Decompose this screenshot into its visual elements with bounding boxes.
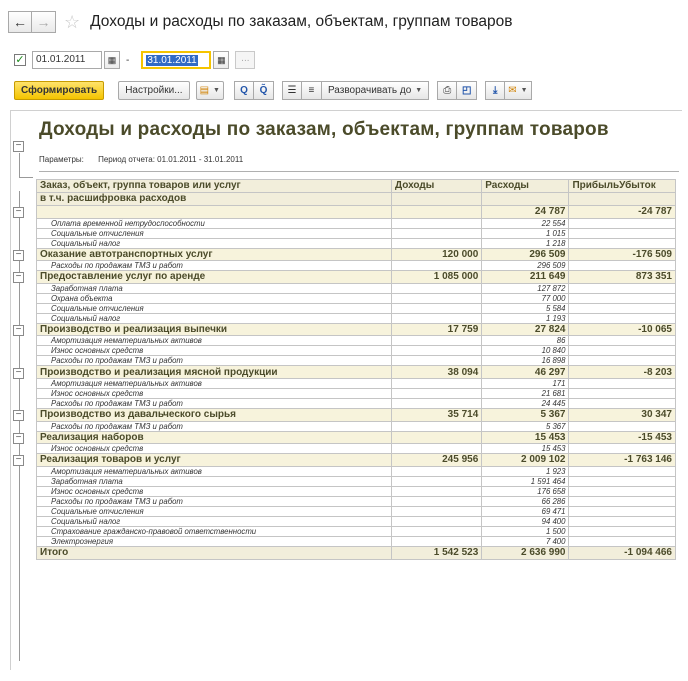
- cell-profit: 30 347: [569, 408, 676, 421]
- cell-income: 1 085 000: [392, 271, 482, 284]
- cell-name: Реализация наборов: [37, 431, 392, 444]
- group-row[interactable]: [37, 366, 676, 379]
- expand-groups-button[interactable]: [282, 81, 302, 100]
- collapse-group-toggle[interactable]: −: [13, 272, 24, 283]
- cell-profit: [569, 388, 676, 398]
- cell-profit: [569, 526, 676, 536]
- cell-name: Социальный налог: [37, 313, 392, 323]
- cell-income: [392, 388, 482, 398]
- cell-name: Расходы по продажам ТМЗ и работ: [37, 261, 392, 271]
- start-calendar-icon[interactable]: ▦: [104, 51, 120, 69]
- collapse-group-toggle[interactable]: −: [13, 250, 24, 261]
- cell-income: [392, 346, 482, 356]
- period-selector: [14, 50, 255, 70]
- variants-button[interactable]: [196, 81, 224, 100]
- collapse-list-icon: ≡: [308, 84, 315, 96]
- search-icon: Q: [240, 84, 248, 96]
- cell-income: [392, 356, 482, 366]
- cell-income: 35 714: [392, 408, 482, 421]
- cell-income: 1 542 523: [392, 546, 482, 559]
- cell-expense: 1 015: [482, 228, 569, 238]
- cell-profit: [569, 313, 676, 323]
- cell-profit: [569, 421, 676, 431]
- start-date-field[interactable]: [32, 51, 102, 69]
- cell-expense: 15 453: [482, 444, 569, 454]
- cell-profit: [569, 261, 676, 271]
- cell-profit: 873 351: [569, 271, 676, 284]
- cell-expense: 1 923: [482, 466, 569, 476]
- search-group: [234, 81, 274, 100]
- cell-name: Электроэнергия: [37, 536, 392, 546]
- settings-label: Настройки...: [125, 84, 183, 96]
- col-header-profit: ПрибыльУбыток: [569, 180, 676, 193]
- detail-row: [37, 476, 676, 486]
- collapse-group-toggle[interactable]: −: [13, 455, 24, 466]
- mail-icon: ✉: [508, 84, 517, 96]
- detail-row: [37, 466, 676, 476]
- group-row[interactable]: [37, 431, 676, 444]
- cell-expense: 66 286: [482, 496, 569, 506]
- printer-icon: ⎙: [443, 84, 452, 96]
- cell-income: [392, 206, 482, 219]
- preview-icon: ◰: [462, 84, 472, 96]
- preview-button[interactable]: [457, 81, 477, 100]
- period-choose-button[interactable]: ...: [235, 51, 255, 69]
- cell-income: [392, 398, 482, 408]
- expand-list-icon: ☰: [287, 84, 297, 96]
- detail-row: [37, 228, 676, 238]
- cell-name: Социальный налог: [37, 238, 392, 248]
- generate-button[interactable]: Сформировать: [14, 81, 104, 100]
- cell-income: [392, 506, 482, 516]
- cell-name: Амортизация нематериальных активов: [37, 336, 392, 346]
- cell-name: Износ основных средств: [37, 486, 392, 496]
- collapse-group-toggle[interactable]: −: [13, 368, 24, 379]
- cell-expense: 176 658: [482, 486, 569, 496]
- cell-expense: 24 445: [482, 398, 569, 408]
- cell-name: Социальные отчисления: [37, 228, 392, 238]
- search-next-icon: Q̃: [259, 84, 268, 96]
- cell-name: Заработная плата: [37, 476, 392, 486]
- cell-expense: 22 554: [482, 218, 569, 228]
- cell-profit: [569, 466, 676, 476]
- cell-name: Производство и реализация мясной продукции: [37, 366, 392, 379]
- collapse-group-toggle[interactable]: −: [13, 325, 24, 336]
- cell-income: [392, 421, 482, 431]
- chevron-down-icon: ▼: [520, 86, 528, 94]
- cell-profit: -10 065: [569, 323, 676, 336]
- cell-expense: 21 681: [482, 388, 569, 398]
- cell-expense: 86: [482, 336, 569, 346]
- cell-income: [392, 486, 482, 496]
- table-subheader-row: [37, 193, 676, 206]
- favorite-star-icon[interactable]: ☆: [64, 11, 81, 32]
- cell-profit: [569, 303, 676, 313]
- cell-profit: [569, 346, 676, 356]
- collapse-group-toggle[interactable]: −: [13, 433, 24, 444]
- cell-expense: 16 898: [482, 356, 569, 366]
- detail-row: [37, 313, 676, 323]
- cell-income: 17 759: [392, 323, 482, 336]
- cell-expense: 77 000: [482, 293, 569, 303]
- cell-profit: [569, 218, 676, 228]
- detail-row: [37, 536, 676, 546]
- cell-profit: -15 453: [569, 431, 676, 444]
- cell-name: Производство из давальческого сырья: [37, 408, 392, 421]
- cell-name: Страхование гражданско-правовой ответственности: [37, 526, 392, 536]
- detail-row: [37, 444, 676, 454]
- cell-profit: -176 509: [569, 248, 676, 261]
- grouping-group: [282, 81, 429, 100]
- params-value: Период отчета: 01.01.2011 - 31.01.2011: [98, 155, 244, 164]
- cell-name: Износ основных средств: [37, 346, 392, 356]
- forward-arrow-icon: →: [36, 14, 51, 30]
- detail-row: [37, 218, 676, 228]
- cell-profit: [569, 516, 676, 526]
- cell-name: Амортизация нематериальных активов: [37, 378, 392, 388]
- detail-row: [37, 346, 676, 356]
- group-row[interactable]: [37, 323, 676, 336]
- report-sheet: [10, 110, 682, 670]
- cell-name: Расходы по продажам ТМЗ и работ: [37, 398, 392, 408]
- cell-income: [392, 313, 482, 323]
- group-row[interactable]: [37, 248, 676, 261]
- cell-expense: 10 840: [482, 346, 569, 356]
- cell-income: [392, 466, 482, 476]
- report-title: Доходы и расходы по заказам, объектам, группам товаров: [39, 119, 609, 140]
- cell-expense: 5 367: [482, 408, 569, 421]
- detail-row: [37, 516, 676, 526]
- window-header: [8, 8, 513, 36]
- cell-expense: 24 787: [482, 206, 569, 219]
- cell-income: 120 000: [392, 248, 482, 261]
- download-icon: ⤓: [493, 84, 498, 96]
- print-button[interactable]: [437, 81, 457, 100]
- detail-row: [37, 238, 676, 248]
- collapse-groups-button[interactable]: [302, 81, 322, 100]
- cell-expense: 1 218: [482, 238, 569, 248]
- cell-profit: [569, 476, 676, 486]
- cell-expense: 69 471: [482, 506, 569, 516]
- chevron-down-icon: ▼: [415, 86, 423, 94]
- report-params: [39, 155, 243, 164]
- cell-expense: 296 509: [482, 248, 569, 261]
- folder-icon: ▤: [199, 84, 210, 96]
- col-subheader-expenses: в т.ч. расшифровка расходов: [37, 193, 392, 206]
- cell-name: Износ основных средств: [37, 388, 392, 398]
- end-date-value: 31.01.2011: [147, 55, 197, 66]
- cell-income: [392, 476, 482, 486]
- cell-name: Итого: [37, 546, 392, 559]
- cell-income: [392, 536, 482, 546]
- end-calendar-icon[interactable]: ▦: [213, 51, 229, 69]
- detail-row: [37, 378, 676, 388]
- cell-name: Расходы по продажам ТМЗ и работ: [37, 496, 392, 506]
- date-separator: -: [126, 54, 130, 66]
- cell-expense: 2 009 102: [482, 454, 569, 467]
- cell-name: Расходы по продажам ТМЗ и работ: [37, 356, 392, 366]
- cell-profit: [569, 228, 676, 238]
- cell-profit: [569, 444, 676, 454]
- cell-expense: 171: [482, 378, 569, 388]
- cell-name: Предоставление услуг по аренде: [37, 271, 392, 284]
- detail-row: [37, 506, 676, 516]
- cell-income: [392, 238, 482, 248]
- detail-row: [37, 336, 676, 346]
- detail-row: [37, 261, 676, 271]
- expand-to-label: Разворачивать до: [327, 84, 412, 96]
- cell-name: Расходы по продажам ТМЗ и работ: [37, 421, 392, 431]
- cell-profit: -1 763 146: [569, 454, 676, 467]
- cell-name: Производство и реализация выпечки: [37, 323, 392, 336]
- cell-expense: 127 872: [482, 283, 569, 293]
- cell-name: Износ основных средств: [37, 444, 392, 454]
- cell-profit: -8 203: [569, 366, 676, 379]
- detail-row: [37, 388, 676, 398]
- report-table: [36, 179, 676, 560]
- end-date-field[interactable]: [141, 51, 211, 69]
- cell-income: [392, 293, 482, 303]
- col-header-object: Заказ, объект, группа товаров или услуг: [37, 180, 392, 193]
- detail-row: [37, 303, 676, 313]
- period-checkbox[interactable]: ✓: [15, 53, 25, 66]
- expand-to-button[interactable]: [322, 81, 429, 100]
- detail-row: [37, 486, 676, 496]
- cell-profit: [569, 336, 676, 346]
- cell-income: 245 956: [392, 454, 482, 467]
- cell-expense: 5 584: [482, 303, 569, 313]
- find-next-button[interactable]: [254, 81, 274, 100]
- cell-profit: [569, 486, 676, 496]
- cell-expense: 2 636 990: [482, 546, 569, 559]
- cell-income: [392, 496, 482, 506]
- cell-income: [392, 516, 482, 526]
- cell-expense: 7 400: [482, 536, 569, 546]
- cell-income: [392, 261, 482, 271]
- cell-expense: 94 400: [482, 516, 569, 526]
- detail-row: [37, 398, 676, 408]
- col-header-income: Доходы: [392, 180, 482, 193]
- cell-profit: -24 787: [569, 206, 676, 219]
- forward-button[interactable]: [32, 11, 56, 33]
- detail-row: [37, 421, 676, 431]
- cell-profit: [569, 283, 676, 293]
- group-row[interactable]: [37, 206, 676, 219]
- detail-row: [37, 293, 676, 303]
- settings-button[interactable]: [118, 81, 189, 100]
- window-title: Доходы и расходы по заказам, объектам, группам товаров: [90, 13, 513, 30]
- total-row: [37, 546, 676, 559]
- cell-income: [392, 431, 482, 444]
- cell-name: Амортизация нематериальных активов: [37, 466, 392, 476]
- group-row[interactable]: [37, 408, 676, 421]
- save-button[interactable]: [485, 81, 505, 100]
- cell-expense: 27 824: [482, 323, 569, 336]
- back-button[interactable]: [8, 11, 32, 33]
- detail-row: [37, 496, 676, 506]
- cell-profit: [569, 398, 676, 408]
- cell-expense: 211 649: [482, 271, 569, 284]
- cell-profit: [569, 506, 676, 516]
- report-toolbar: [14, 80, 540, 100]
- cell-income: [392, 303, 482, 313]
- cell-profit: -1 094 466: [569, 546, 676, 559]
- cell-income: [392, 336, 482, 346]
- cell-name: Оказание автотранспортных услуг: [37, 248, 392, 261]
- cell-profit: [569, 536, 676, 546]
- cell-name: Охрана объекта: [37, 293, 392, 303]
- cell-expense: 296 509: [482, 261, 569, 271]
- cell-profit: [569, 238, 676, 248]
- cell-profit: [569, 496, 676, 506]
- cell-profit: [569, 293, 676, 303]
- cell-expense: 1 591 464: [482, 476, 569, 486]
- group-row[interactable]: [37, 454, 676, 467]
- back-arrow-icon: ←: [13, 14, 27, 30]
- table-header-row: [37, 180, 676, 193]
- cell-name: Реализация товаров и услуг: [37, 454, 392, 467]
- collapse-group-toggle[interactable]: −: [13, 410, 24, 421]
- send-mail-button[interactable]: [505, 81, 531, 100]
- cell-name: Социальные отчисления: [37, 506, 392, 516]
- start-date-value: 01.01.2011: [36, 54, 86, 65]
- cell-name: Заработная плата: [37, 283, 392, 293]
- cell-expense: 15 453: [482, 431, 569, 444]
- group-row[interactable]: [37, 271, 676, 284]
- cell-name: [37, 206, 392, 219]
- cell-name: Социальный налог: [37, 516, 392, 526]
- chevron-down-icon: ▼: [213, 86, 220, 94]
- cell-expense: 1 193: [482, 313, 569, 323]
- cell-income: [392, 444, 482, 454]
- detail-row: [37, 283, 676, 293]
- cell-name: Оплата временной нетрудоспособности: [37, 218, 392, 228]
- cell-expense: 1 500: [482, 526, 569, 536]
- cell-income: [392, 378, 482, 388]
- col-header-expense: Расходы: [482, 180, 569, 193]
- cell-income: 38 094: [392, 366, 482, 379]
- cell-income: [392, 526, 482, 536]
- cell-expense: 46 297: [482, 366, 569, 379]
- cell-income: [392, 218, 482, 228]
- find-button[interactable]: [234, 81, 254, 100]
- params-divider: [39, 171, 679, 172]
- cell-profit: [569, 378, 676, 388]
- cell-income: [392, 283, 482, 293]
- cell-income: [392, 228, 482, 238]
- collapse-params-toggle[interactable]: −: [13, 141, 24, 152]
- detail-row: [37, 526, 676, 536]
- collapse-group-toggle[interactable]: −: [13, 207, 24, 218]
- cell-profit: [569, 356, 676, 366]
- params-label: Параметры:: [39, 155, 84, 164]
- cell-name: Социальные отчисления: [37, 303, 392, 313]
- print-group: [437, 81, 477, 100]
- save-group: [485, 81, 531, 100]
- detail-row: [37, 356, 676, 366]
- cell-expense: 5 367: [482, 421, 569, 431]
